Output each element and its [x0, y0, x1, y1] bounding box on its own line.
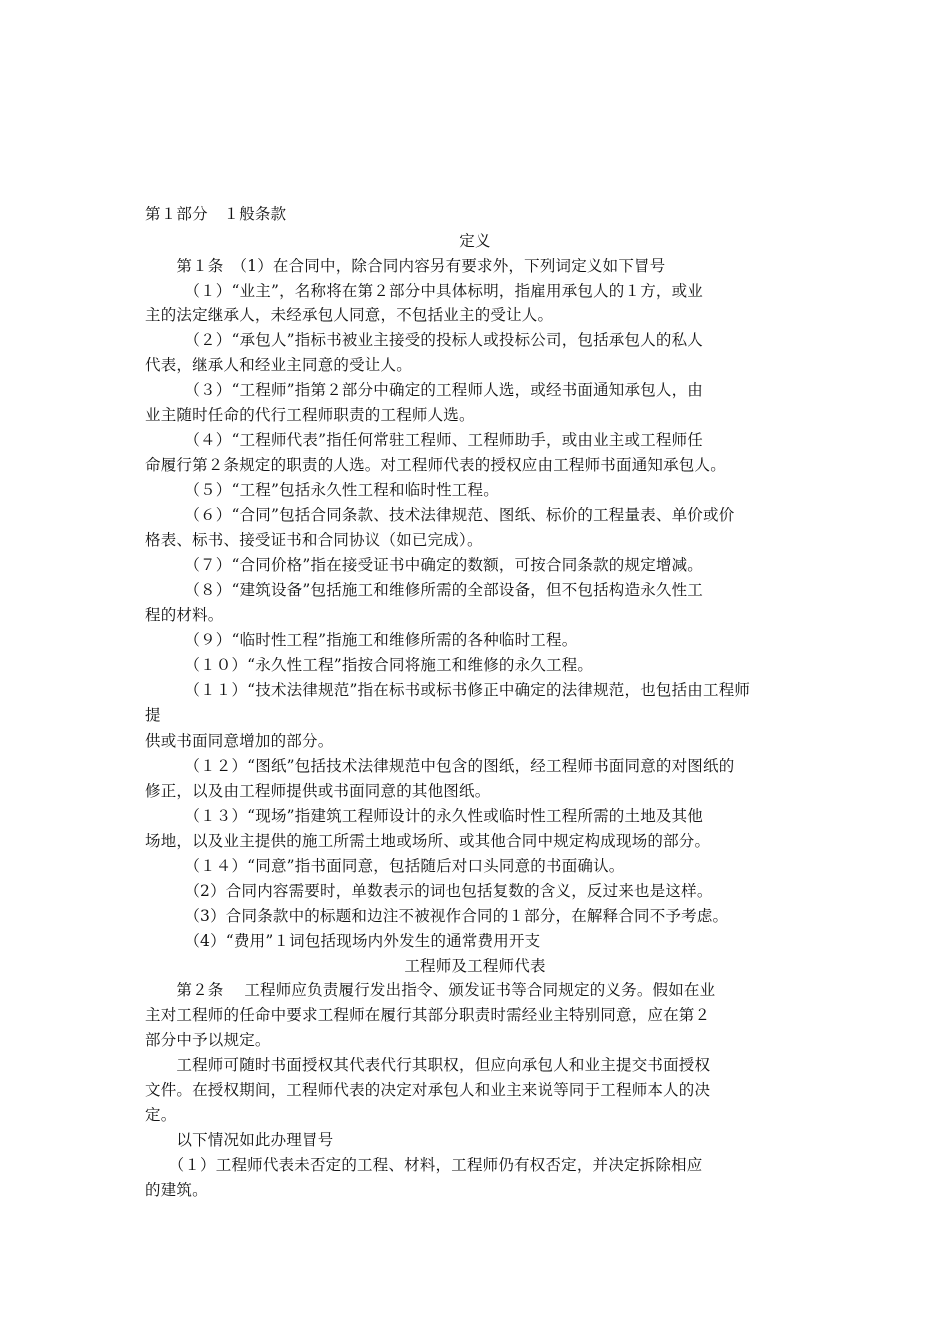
paragraph-line: 第２条 工程师应负责履行发出指令、颁发证书等合同规定的义务。假如在业 — [145, 981, 716, 999]
paragraph-line: 格表、标书、接受证书和合同协议（如已完成）。 — [145, 531, 483, 549]
paragraph-line: （９）“临时性工程”指施工和维修所需的各种临时工程。 — [145, 631, 578, 649]
paragraph-line: （１）“业主”，名称将在第２部分中具体标明，指雇用承包人的１方，或业 — [145, 282, 704, 300]
part-heading: 第１部分 １般条款 — [145, 205, 287, 223]
paragraph-line: 主的法定继承人，未经承包人同意，不包括业主的受让人。 — [145, 306, 554, 324]
section-heading-engineer: 工程师及工程师代表 — [404, 957, 546, 975]
paragraph-line: 部分中予以规定。 — [145, 1031, 271, 1049]
paragraph-line: 的建筑。 — [145, 1181, 208, 1199]
paragraph-line: 文件。在授权期间，工程师代表的决定对承包人和业主来说等同于工程师本人的决 — [145, 1081, 711, 1099]
paragraph-line: 代表，继承人和经业主同意的受让人。 — [145, 356, 412, 374]
paragraph-line: （１１）“技术法律规范”指在标书或标书修正中确定的法律规范，也包括由工程师 — [145, 681, 751, 699]
paragraph-line: 主对工程师的任命中要求工程师在履行其部分职责时需经业主特别同意，应在第２ — [145, 1006, 711, 1024]
paragraph-line: （５）“工程”包括永久性工程和临时性工程。 — [145, 481, 499, 499]
paragraph-line: （１４）“同意”指书面同意，包括随后对口头同意的书面确认。 — [145, 857, 625, 875]
paragraph-line: （８）“建筑设备”包括施工和维修所需的全部设备，但不包括构造永久性工 — [145, 581, 704, 599]
paragraph-line: 定。 — [145, 1106, 177, 1124]
paragraph-line: （4）“费用”１词包括现场内外发生的通常费用开支 — [145, 932, 541, 950]
paragraph-line: （７）“合同价格”指在接受证书中确定的数额，可按合同条款的规定增减。 — [145, 556, 704, 574]
paragraph-line: （３）“工程师”指第２部分中确定的工程师人选，或经书面通知承包人，由 — [145, 381, 704, 399]
paragraph-line: 供或书面同意增加的部分。 — [145, 732, 334, 750]
paragraph-line: 场地，以及业主提供的施工所需土地或场所、或其他合同中规定构成现场的部分。 — [145, 832, 711, 850]
paragraph-line: （４）“工程师代表”指任何常驻工程师、工程师助手，或由业主或工程师任 — [145, 431, 704, 449]
section-heading-definitions: 定义 — [459, 232, 491, 250]
paragraph-line: （3）合同条款中的标题和边注不被视作合同的１部分，在解释合同不予考虑。 — [145, 907, 729, 925]
paragraph-line: （１３）“现场”指建筑工程师设计的永久性或临时性工程所需的土地及其他 — [145, 807, 704, 825]
paragraph-line: 程的材料。 — [145, 606, 224, 624]
paragraph-line: （2）合同内容需要时，单数表示的词也包括复数的含义，反过来也是这样。 — [145, 882, 713, 900]
paragraph-line: 修正，以及由工程师提供或书面同意的其他图纸。 — [145, 782, 491, 800]
paragraph-line: （１）工程师代表未否定的工程、材料，工程师仍有权否定，并决定拆除相应 — [145, 1156, 703, 1174]
paragraph-line: （１０）“永久性工程”指按合同将施工和维修的永久工程。 — [145, 656, 594, 674]
paragraph-line: 以下情况如此办理冒号 — [145, 1131, 334, 1149]
paragraph-line: （１２）“图纸”包括技术法律规范中包含的图纸，经工程师书面同意的对图纸的 — [145, 757, 735, 775]
paragraph-line: （６）“合同”包括合同条款、技术法律规范、图纸、标价的工程量表、单价或价 — [145, 506, 735, 524]
paragraph-line: 工程师可随时书面授权其代表代行其职权，但应向承包人和业主提交书面授权 — [145, 1056, 711, 1074]
paragraph-line: 命履行第２条规定的职责的人选。对工程师代表的授权应由工程师书面通知承包人。 — [145, 456, 726, 474]
paragraph-line: 第１条 （1）在合同中，除合同内容另有要求外，下列词定义如下冒号 — [145, 257, 666, 275]
paragraph-line: 提 — [145, 706, 161, 724]
paragraph-line: （２）“承包人”指标书被业主接受的投标人或投标公司，包括承包人的私人 — [145, 331, 704, 349]
paragraph-line: 业主随时任命的代行工程师职责的工程师人选。 — [145, 406, 475, 424]
